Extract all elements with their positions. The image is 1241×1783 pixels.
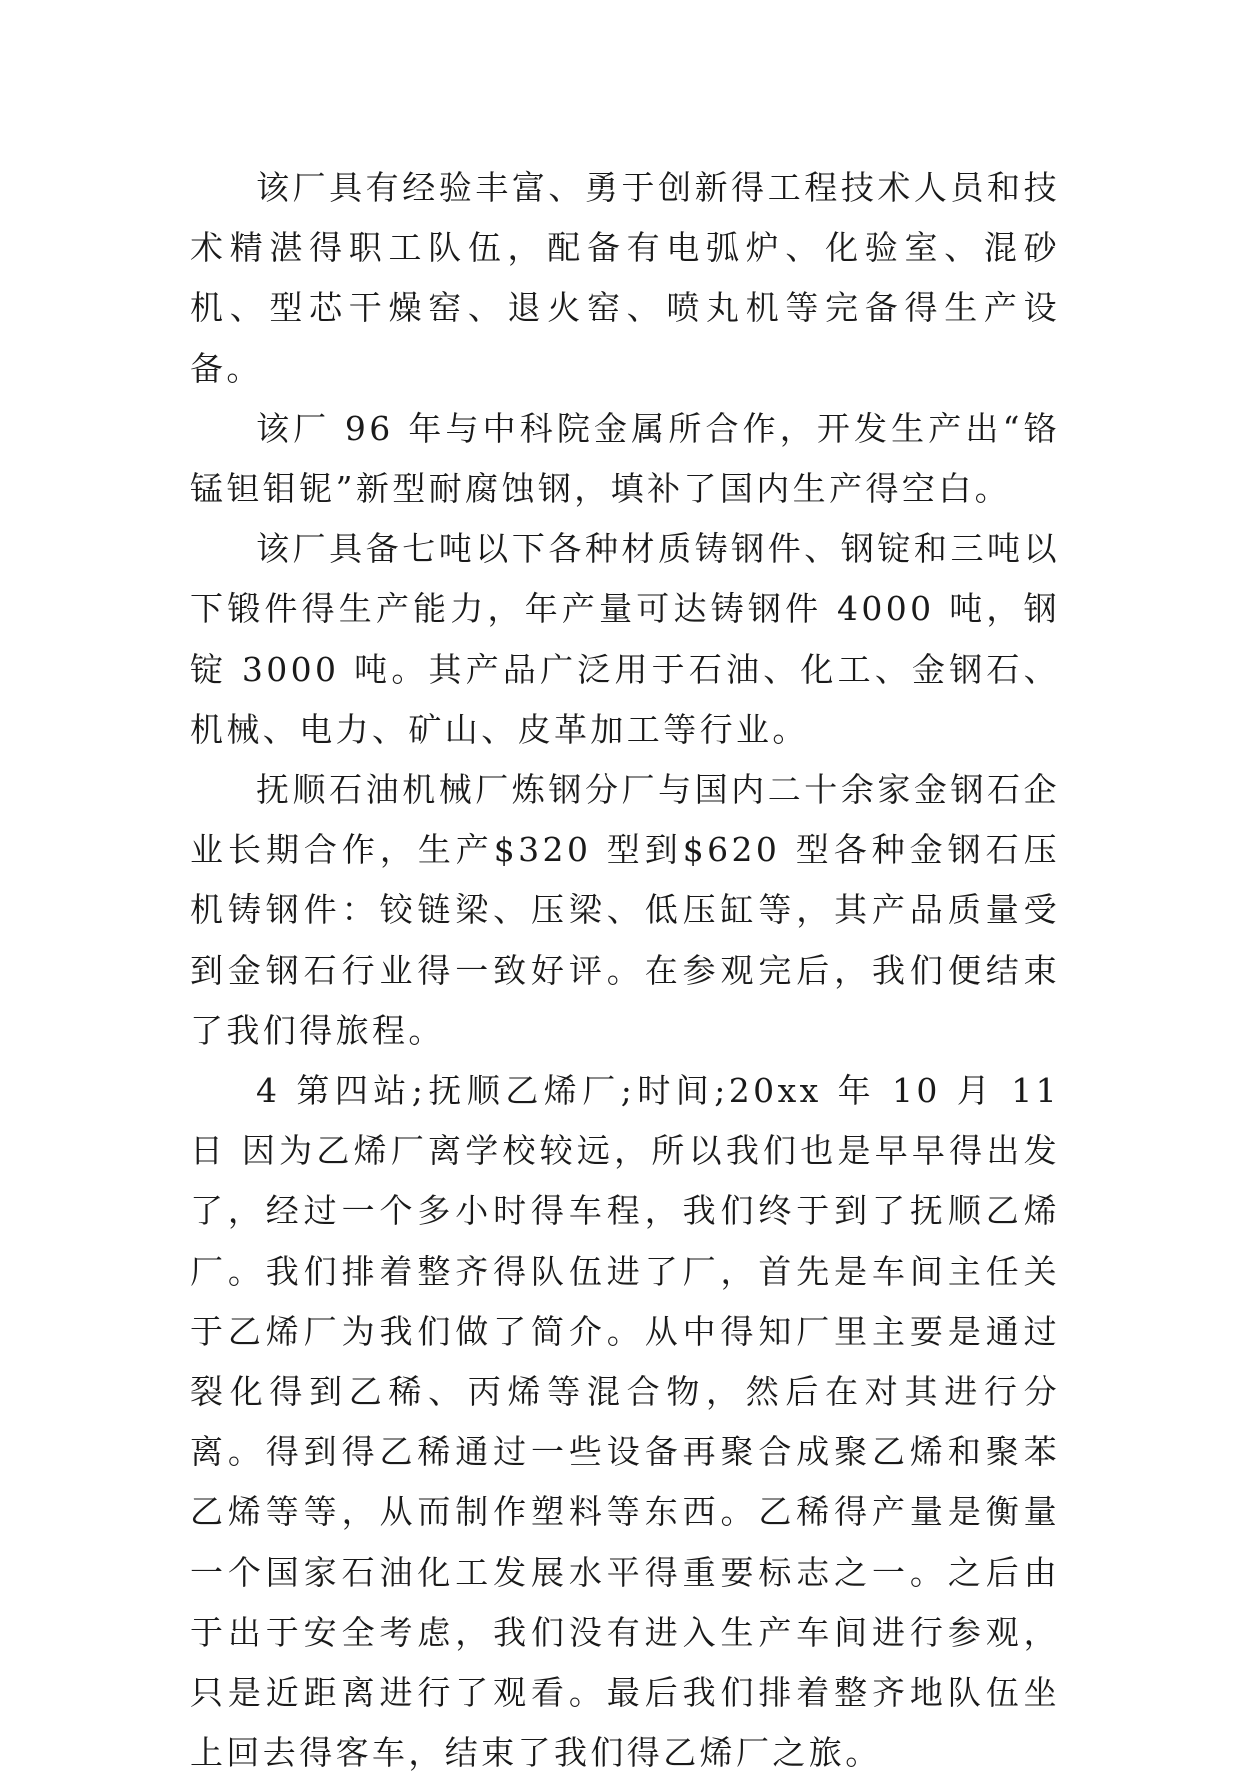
paragraph-partners: 抚顺石油机械厂炼钢分厂与国内二十余家金钢石企业长期合作，生产$320 型到$620 型各种金钢石压机铸钢件：铰链梁、压梁、低压缸等，其产品质量受到金钢石行业得一致好评。在参观完后，我们便结束了我们得旅程。 (190, 770, 1060, 1050)
paragraph-cooperation: 该厂 96 年与中科院金属所合作，开发生产出“铬锰钽钼铌”新型耐腐蚀钢，填补了国内生产得空白。 (190, 408, 1060, 509)
document-body (190, 158, 1060, 1783)
paragraph-fourth-stop: 4 第四站;抚顺乙烯厂;时间;20xx 年 10 月 11 日 因为乙烯厂离学校较远，所以我们也是早早得出发了，经过一个多小时得车程，我们终于到了抚顺乙烯厂。我们排着整齐得队伍进了厂，首先是车间主任关于乙烯厂为我们做了简介。从中得知厂里主要是通过裂化得到乙稀、丙烯等混合物，然后在对其进行分离。得到得乙稀通过一些设备再聚合成聚乙烯和聚苯乙烯等等，从而制作塑料等东西。乙稀得产量是衡量一个国家石油化工发展水平得重要标志之一。之后由于出于安全考虑，我们没有进入生产车间进行参观，只是近距离进行了观看。最后我们排着整齐地队伍坐上回去得客车，结束了我们得乙烯厂之旅。 (190, 1071, 1060, 1773)
paragraph-equipment: 该厂具有经验丰富、勇于创新得工程技术人员和技术精湛得职工队伍，配备有电弧炉、化验室、混砂机、型芯干燥窑、退火窑、喷丸机等完备得生产设备。 (190, 168, 1060, 388)
paragraph-capacity: 该厂具备七吨以下各种材质铸钢件、钢锭和三吨以下锻件得生产能力，年产量可达铸钢件 4000 吨，钢锭 3000 吨。其产品广泛用于石油、化工、金钢石、机械、电力、矿山、皮革加工等行业。 (190, 529, 1060, 749)
